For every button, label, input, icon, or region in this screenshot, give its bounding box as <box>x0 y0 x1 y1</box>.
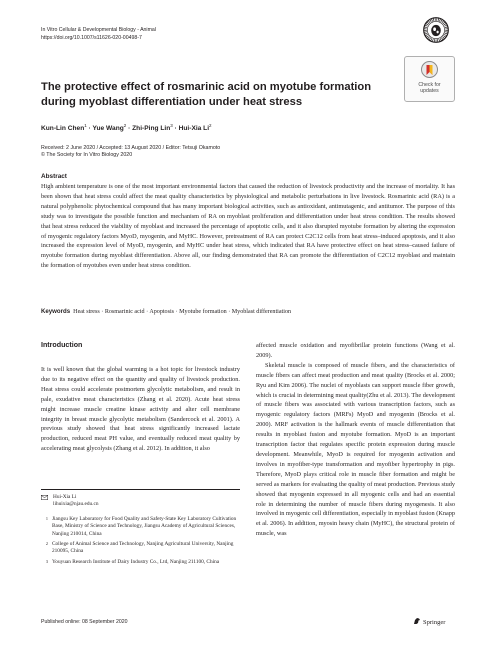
affiliation-item: 2 College of Animal Science and Technology, Nanjing Agricultural University, Nanjing 210095, China <box>45 541 234 555</box>
author-name[interactable]: Kun-Lin Chen <box>41 125 85 133</box>
footnote-divider <box>41 489 240 490</box>
correspondence-block <box>41 494 240 566</box>
author-affil-sup: 3 <box>170 123 173 128</box>
author-affil-sup: 2 <box>123 123 127 128</box>
keywords-label: Keywords <box>41 308 71 315</box>
springer-horse-icon <box>413 617 421 627</box>
author-affil-sup: 1 <box>84 123 87 128</box>
updates-label: updates <box>420 88 439 95</box>
keywords <box>41 307 455 317</box>
intro-paragraph: Skeletal muscle is composed of muscle fibers, and the characteristics of muscle fibers can affect meat production and meat quality (Brocks et al. 2000; Ryu and Kim 2006). The nuclei of myoblasts can support muscle fiber growth, which is crucial in determining meat quality(Zhu et al. 2013). The development of muscle fibers was associated with various transcription factors, such as myogenic regulatory factors (MRFs) MyoD and myogenin (Brocks et al. 2000). MRF activation is the hallmark events of muscle differentiation that results in myoblast fusion and myotube formation. MyoD is an important transcription factor that regulates specific protein expression during muscle development. Meanwhile, MyoD is required for myogenin activation and involves in myofiber-type transformation and myofiber hypertrophy in pigs. Therefore, MyoD plays critical role in muscle fiber formation and might be served as markers for evaluating the quality of meat production. Previous study showed that myogenin expressed in all myogenic cells and had an essential role in determining the number of muscle fibers during myogenesis. It also involved in myogenic cell differentiation, especially in myoblast fusion (Knapp et al. 2006). In addition, myosin heavy chain (MyHC), the structural protein of muscle, was <box>256 361 455 538</box>
abstract-text: High ambient temperature is one of the most important environmental factors that caused the reduction of livestock productivity and the increase of mortality. It has been shown that heat stress could affect the meat quality characteristics by physiological and metabolic perturbations in live livestock. Rosmarinic acid (RA) is a natural polyphenolic phytochemical compound that has many important biological activities, such as antioxidant, antimutagenic, and antitumor. The purpose of this study was to investigate the possible function and mechanism of RA on myoblast proliferation and differentiation under heat stress condition. The results showed that heat stress reduced the viability of myoblast and increased the percentage of apoptotic cells, and it also disrupted myotube formation by altering the expression of myogenic regulatory factors MyoD, myogenin, and MyHC. However, pretreatment of RA can protect C2C12 cells from heat stress–induced apoptosis, and it also increased the expression level of MyoD, myogenin, and MyHC under heat stress, which indicated that RA have protective effect on heat stress–caused failure of myotube formation during myoblast differentiation. Above all, our finding demonstrated that RA can promote the differentiation of C2C12 myoblast and maintain the formation of myotubes even under heat stress condition. <box>41 183 455 270</box>
introduction-heading: Introduction <box>41 341 83 349</box>
abstract-heading: Abstract <box>41 173 67 180</box>
author-name[interactable]: Zhi-Ping Lin <box>132 125 171 133</box>
affiliation-item: 1 Jiangsu Key Laboratory for Food Quality and Safety-State Key Laboratory Cultivation Base, Ministry of Science and Technology, Jiangsu Academy of Agricultural Sciences, Nanjing 210014, China <box>45 515 237 537</box>
intro-right-column <box>256 341 455 539</box>
article-title: The protective effect of rosmarinic acid on myotube formation during myoblast differentiation under heat stress <box>41 81 372 108</box>
affiliation-item: 3 Youyuan Research Institute of Dairy Industry Co., Ltd, Nanjing 211100, China <box>45 558 220 565</box>
publisher-name: Springer <box>423 618 446 626</box>
intro-paragraph: affected muscle oxidation and myofibrillar protein functions (Wang et al. 2009). <box>256 342 455 359</box>
keywords-list: Heat stress · Rosmarinic acid · Apoptosis · Myotube formation · Myoblast differentiation <box>73 309 292 315</box>
corresponding-author: Hui-Xia Li <box>53 494 77 500</box>
author-name[interactable]: Yue Wang <box>92 125 124 133</box>
copyright-line: © The Society for In Vitro Biology 2020 <box>41 152 133 158</box>
doi-link[interactable]: https://doi.org/10.1007/s11626-020-00498-7 <box>41 35 142 41</box>
author-affil-sup: 2 <box>209 123 212 128</box>
published-online: Published online: 08 September 2020 <box>41 619 128 625</box>
check-for-updates-button[interactable] <box>404 56 455 102</box>
journal-seal-logo <box>423 17 449 43</box>
check-for-label: Check for <box>418 82 441 88</box>
corresponding-email[interactable]: lihuixia@njau.edu.cn <box>53 501 99 508</box>
received-accepted-dates: Received: 2 June 2020 / Accepted: 13 August 2020 / Editor: Tetsuji Okamoto <box>41 145 221 151</box>
publisher-logo <box>413 617 445 627</box>
bookmark-icon <box>420 60 439 82</box>
intro-paragraph: It is well known that the global warming is a hot topic for livestock industry due to its negative effect on the quantity and quality of livestock production. Heat stress could accelerate postmortem glycolytic metabolism, and result in pale, exudative meat characteristics (Zhang et al. 2020). Acute heat stress might increase muscle creatine kinase activity and alter cell membrane integrity in breast muscle glycolytic metabolism (Sandercock et al. 2001). A previous study showed that heat stress significantly increased lactate production, reduced meat PH value, and eventually reduced meat quality by accelerating meat glycolysis (Zhang et al. 2012). In addition, it also <box>41 366 240 453</box>
envelope-icon <box>41 494 48 509</box>
author-name[interactable]: Hui-Xia Li <box>178 125 210 133</box>
intro-left-column <box>41 365 240 454</box>
author-list: Kun-Lin Chen$^1$ · Yue Wang$^2$ · Zhi-Ping Lin$^3$ · Hui-Xia Li$^2$ <box>41 123 212 133</box>
journal-name: In Vitro Cellular & Developmental Biology - Animal <box>41 27 156 33</box>
